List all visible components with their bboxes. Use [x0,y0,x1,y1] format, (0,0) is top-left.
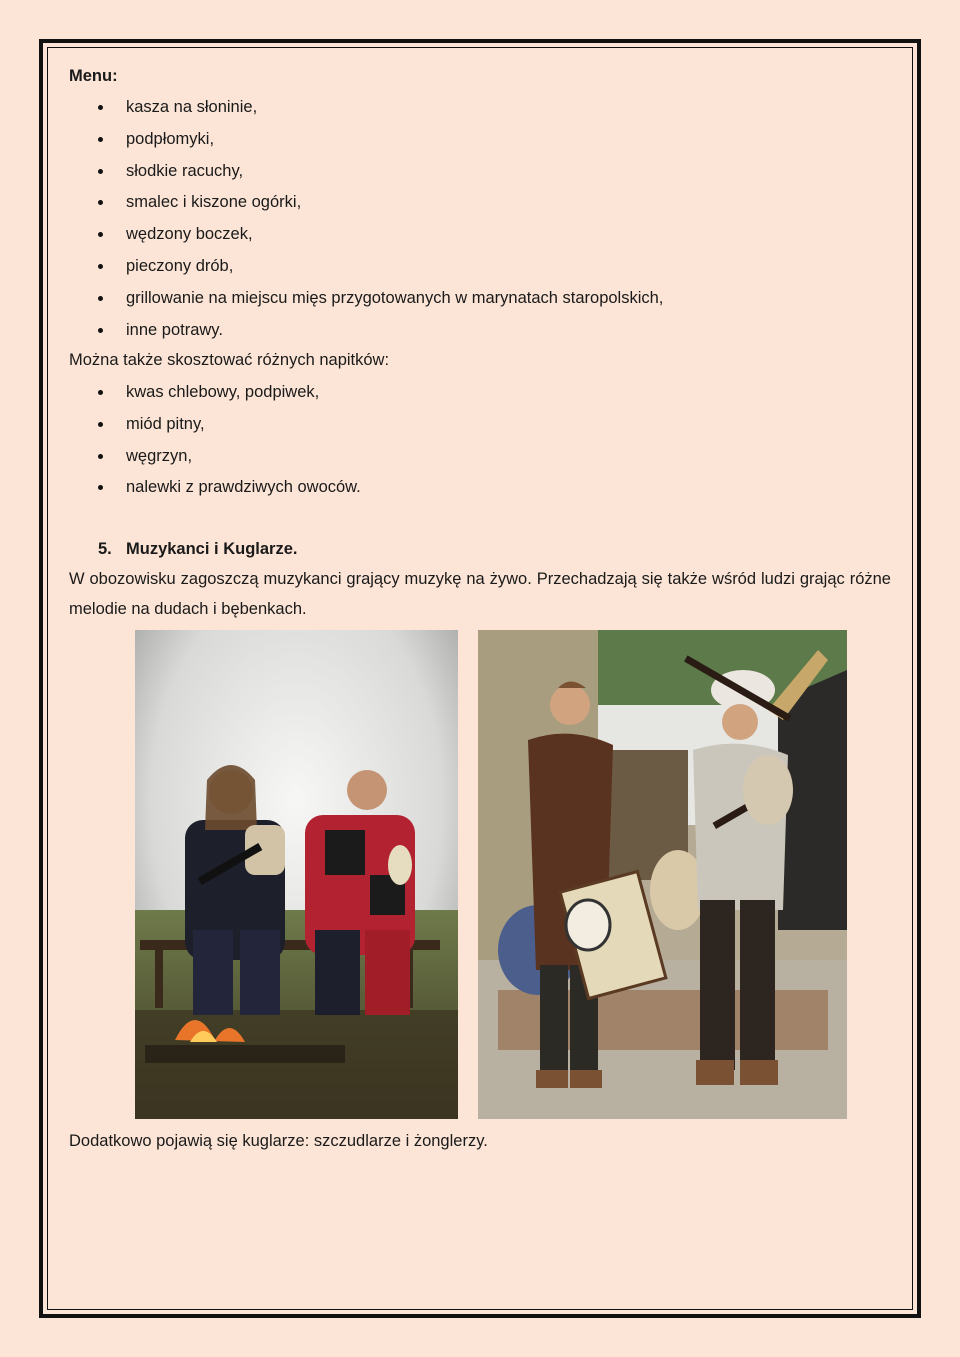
bullet-icon [98,264,103,269]
bullet-icon [98,328,103,333]
list-item: kasza na słoninie, [96,97,663,129]
bullet-icon [98,232,103,237]
bullet-icon [98,422,103,427]
list-item: kwas chlebowy, podpiwek, [96,382,361,414]
menu-list [96,97,663,351]
list-item: pieczony drób, [96,256,663,288]
list-item: podpłomyki, [96,129,663,161]
photo-musicians-camp [478,630,847,1119]
bullet-icon [98,390,103,395]
bullet-icon [98,200,103,205]
section-number: 5. [98,540,112,558]
section-title: Muzykanci i Kuglarze. [126,540,298,558]
footer-text: Dodatkowo pojawią się kuglarze: szczudlarze i żonglerzy. [69,1132,488,1150]
bullet-icon [98,485,103,490]
list-item: węgrzyn, [96,446,361,478]
drinks-list [96,382,361,509]
list-item: inne potrawy. [96,320,663,352]
bullet-icon [98,454,103,459]
list-item: miód pitny, [96,414,361,446]
bullet-icon [98,296,103,301]
bullet-icon [98,169,103,174]
bullet-icon [98,105,103,110]
bullet-icon [98,137,103,142]
list-item: smalec i kiszone ogórki, [96,192,663,224]
photo-musicians-camp-image [478,630,847,1119]
list-item: nalewki z prawdziwych owoców. [96,477,361,509]
section-paragraph: W obozowisku zagoszczą muzykanci grający muzykę na żywo. Przechadzają się także wśród ludzi grając różne melodie na dudach i bębenkach. [69,570,891,618]
list-item: słodkie racuchy, [96,161,663,193]
list-item: wędzony boczek, [96,224,663,256]
photo-musicians-bench [135,630,458,1119]
menu-heading: Menu: [69,67,118,85]
list-item: grillowanie na miejscu mięs przygotowanych w marynatach staropolskich, [96,288,663,320]
photo-musicians-bench-image [135,630,458,1119]
drinks-intro: Można także skosztować różnych napitków: [69,351,390,369]
